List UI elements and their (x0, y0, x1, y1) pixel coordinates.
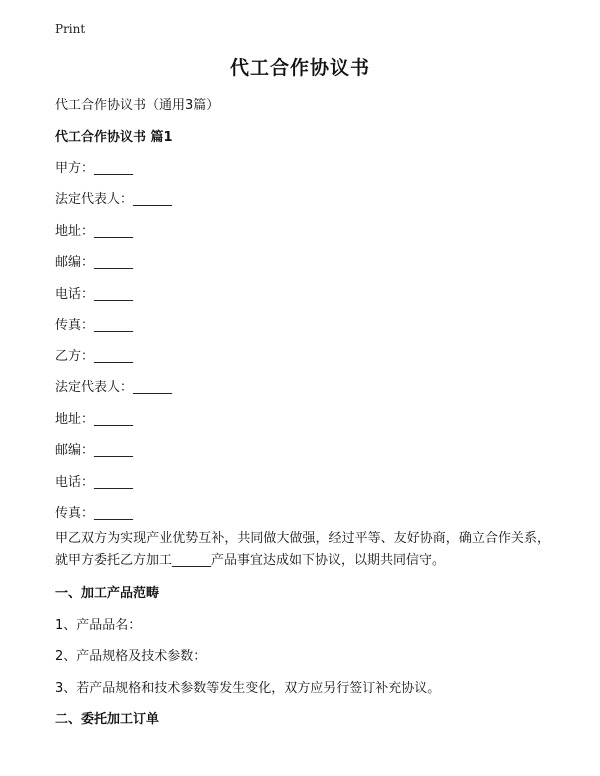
clause1-item: 1、产品品名： (55, 618, 142, 633)
party-a-address: 地址：______ (55, 224, 134, 239)
clause1-item: 2、产品规格及技术参数： (55, 649, 207, 664)
clause2-heading: 二、委托加工订单 (55, 712, 160, 727)
party-a-postcode: 邮编：______ (55, 255, 134, 270)
party-b-rep: 法定代表人：______ (55, 380, 173, 395)
party-b-address: 地址：______ (55, 412, 134, 427)
party-a-fax: 传真：______ (55, 318, 134, 333)
party-b-phone: 电话：______ (55, 475, 134, 490)
party-a-rep: 法定代表人：______ (55, 192, 173, 207)
document-subtitle: 代工合作协议书（通用3篇） (55, 98, 220, 113)
section-heading: 代工合作协议书 篇1 (55, 130, 173, 145)
party-a-phone: 电话：______ (55, 287, 134, 302)
party-b-name: 乙方：______ (55, 349, 134, 364)
intro-paragraph: 甲乙双方为实现产业优势互补，共同做大做强，经过平等、友好协商，确立合作关系，就甲方委托乙方加工______产品事宜达成如下协议，以期共同信守。 (55, 531, 550, 568)
print-link[interactable]: Print (55, 22, 86, 36)
clause1-heading: 一、加工产品范畴 (55, 586, 160, 601)
party-b-fax: 传真：______ (55, 506, 134, 521)
party-a-name: 甲方：______ (55, 161, 134, 176)
document-title: 代工合作协议书 (229, 57, 370, 79)
clause1-item: 3、若产品规格和技术参数等发生变化，双方应另行签订补充协议。 (55, 681, 441, 696)
party-b-postcode: 邮编：______ (55, 443, 134, 458)
